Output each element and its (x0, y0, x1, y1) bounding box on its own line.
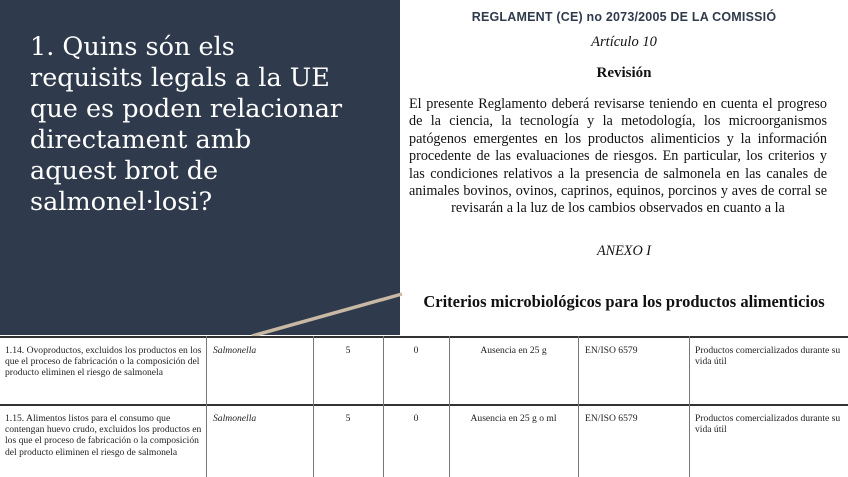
column-divider (449, 336, 450, 477)
row-2-category: 1.15. Alimentos listos para el consumo que contengan huevo crudo, excluidos los productos en los que el proceso de fabricación o la composición del producto eliminen el riesgo de salmonela (5, 413, 202, 458)
row-2-method: EN/ISO 6579 (585, 413, 638, 424)
row-1-category: 1.14. Ovoproductos, excluidos los productos en los que el proceso de fabricación o la composición del producto eliminen el riesgo de salmonela (5, 345, 202, 379)
question-text: 1. Quins són els requisits legals a la UE que es poden relacionar directament amb aquest brot de salmonel·losi? (30, 32, 343, 217)
row-2-stage: Productos comercializados durante su vida útil (695, 413, 841, 436)
column-divider (383, 336, 384, 477)
row-1-c: 0 (413, 345, 419, 356)
criteria-title: Criterios microbiológicos para los productos alimenticios (423, 292, 825, 311)
criteria-table (0, 336, 848, 477)
column-divider (313, 336, 314, 477)
row-1-limit: Ausencia en 25 g (480, 345, 547, 356)
row-2-n: 5 (345, 413, 351, 424)
table-rule-top (0, 336, 848, 338)
review-paragraph: El presente Reglamento deberá revisarse teniendo en cuenta el progreso de la ciencia, la tecnología y la metodología, los microorganismos patógenos emergentes en los productos alimenticios y la información procedente de las evaluaciones de riesgos. En particular, los criterios y las condiciones relativos a la presencia de salmonela en las canales de animales bovinos, ovinos, caprinos, equinos, porcinos y aves de corral se revisarán a la luz de los cambios observados en cuanto a la (409, 96, 827, 217)
row-1-n: 5 (345, 345, 351, 356)
row-2-c: 0 (413, 413, 419, 424)
column-divider (689, 336, 690, 477)
row-1-stage: Productos comercializados durante su vida útil (695, 345, 841, 368)
row-1-microorganism: Salmonella (213, 345, 257, 356)
section-title: Revisión (596, 65, 652, 81)
question-panel (0, 0, 400, 335)
regulation-header: REGLAMENT (CE) no 2073/2005 DE LA COMISSIÓ (471, 10, 777, 24)
annex-label: ANEXO I (597, 243, 651, 259)
table-rule-middle (0, 404, 848, 406)
article-label: Artículo 10 (591, 34, 657, 50)
row-2-microorganism: Salmonella (213, 413, 257, 424)
column-divider (206, 336, 207, 477)
row-1-method: EN/ISO 6579 (585, 345, 638, 356)
column-divider (578, 336, 579, 477)
row-2-limit: Ausencia en 25 g o ml (470, 413, 557, 424)
